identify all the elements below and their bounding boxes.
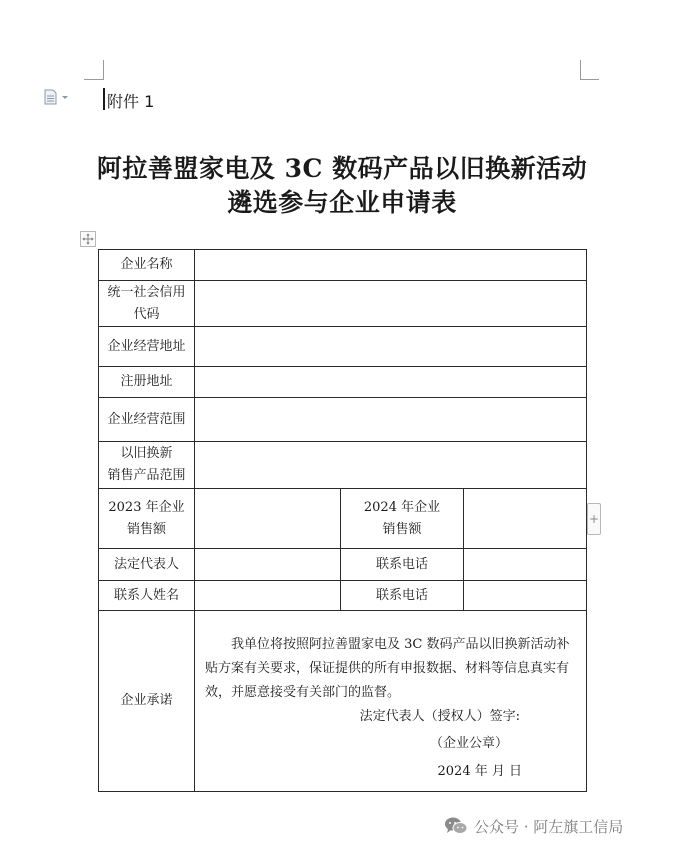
table-row [99,327,587,367]
commitment-label: 企业承诺 [99,611,195,792]
contact-name-field[interactable] [195,581,341,611]
watermark [444,814,623,838]
commitment-text: 我单位将按照阿拉善盟家电及 3C 数码产品以旧换新活动补贴方案有关要求，保证提供的所有申报数据、材料等信息真实有效，并愿意接受有关部门的监督。 [205,637,570,700]
sales-2023-label-line1: 2023 年企业 [108,499,185,515]
trade-in-scope-label-line1: 以旧换新 [120,446,173,461]
business-address-label: 企业经营地址 [99,327,195,367]
sales-2024-label-line1: 2024 年企业 [363,499,441,515]
crop-mark [580,60,581,80]
document-title-line2: 遴选参与企业申请表 [227,188,457,217]
sales-2024-label [341,489,464,549]
text-cursor [103,88,105,110]
table-row [99,611,587,792]
add-column-button[interactable] [587,503,601,535]
contact-phone-field[interactable] [464,581,587,611]
table-row [99,250,587,281]
registered-address-field[interactable] [195,367,587,398]
sales-2023-field[interactable] [195,489,341,549]
table-row [99,549,587,581]
table-row [99,442,587,489]
move-icon[interactable] [80,231,96,247]
crop-mark [103,60,104,80]
crop-mark [84,79,103,80]
watermark-text: 公众号 · 阿左旗工信局 [474,817,624,836]
credit-code-label-line2: 代码 [133,306,160,322]
credit-code-field[interactable] [195,281,587,327]
sales-2024-field[interactable] [464,489,587,549]
trade-in-scope-label [99,442,195,489]
wechat-icon [444,816,468,836]
application-form-table [98,249,587,792]
date-line: 2024 年 月 日 [437,764,522,779]
business-scope-label: 企业经营范围 [99,398,195,442]
phone-field[interactable] [464,549,587,581]
sales-2023-label [99,489,195,549]
plus-icon: + [588,512,600,526]
credit-code-label [99,281,195,327]
trade-in-scope-field[interactable] [195,442,587,489]
trade-in-scope-label-line2: 销售产品范围 [107,468,186,483]
legal-rep-label: 法定代表人 [99,549,195,581]
table-row [99,367,587,398]
contact-name-label: 联系人姓名 [99,581,195,611]
table-row [99,281,587,327]
company-name-label: 企业名称 [99,250,195,281]
table-row [99,398,587,442]
contact-phone-label: 联系电话 [341,581,464,611]
phone-label: 联系电话 [341,549,464,581]
document-icon[interactable] [44,89,70,105]
credit-code-label-line1: 统一社会信用 [107,284,186,300]
commitment-cell[interactable] [195,611,587,792]
registered-address-label: 注册地址 [99,367,195,398]
business-scope-field[interactable] [195,398,587,442]
table-row [99,489,587,549]
company-name-field[interactable] [195,250,587,281]
sales-2023-label-line2: 销售额 [126,521,166,537]
signature-line: 法定代表人（授权人）签字: [359,709,520,724]
sales-2024-label-line2: 销售额 [382,521,422,537]
legal-rep-field[interactable] [195,549,341,581]
business-address-field[interactable] [195,327,587,367]
document-title-line1: 阿拉善盟家电及 3C 数码产品以旧换新活动 [96,154,588,183]
table-row [99,581,587,611]
attachment-label: 附件 1 [107,92,155,111]
crop-mark [580,79,599,80]
seal-line: （企业公章） [429,736,508,751]
